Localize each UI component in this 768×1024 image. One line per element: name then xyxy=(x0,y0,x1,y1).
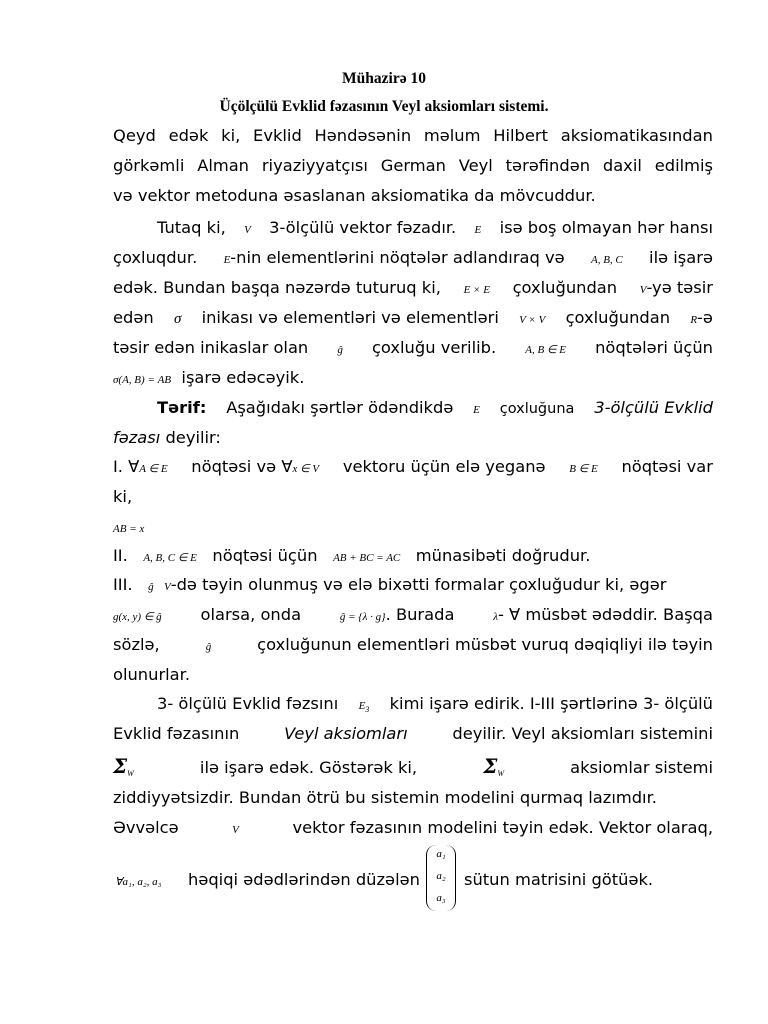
math-symbol: E xyxy=(223,254,231,266)
text: çoxluğundan xyxy=(565,308,671,327)
math-symbol: E xyxy=(473,404,480,416)
math-expression: ∀a₁, a₂, a₃ xyxy=(115,876,162,888)
math-symbol: V xyxy=(244,224,251,236)
word: Həndəsənin xyxy=(314,126,412,145)
math-subscript: W xyxy=(127,769,134,778)
paragraph-line xyxy=(113,243,713,273)
text: çoxluğundan xyxy=(512,278,618,297)
text: vektor fəzasının modelini təyin edək. Vektor olaraq, xyxy=(292,818,713,837)
paragraph-line: ki, xyxy=(113,487,133,506)
text: fəzası xyxy=(113,428,161,447)
text: II. xyxy=(113,546,128,565)
math-symbol: A, B, C ∈ E xyxy=(143,552,197,564)
text: -də təyin olunmuş və elə bixətti formalar çoxluğudur ki, əgər xyxy=(170,575,667,594)
matrix-entry: a₃ xyxy=(436,892,446,904)
text: -nin elementlərini nöqtələr adlandıraq və xyxy=(230,248,565,267)
math-symbol: x ∈ V xyxy=(292,463,320,475)
text: edən xyxy=(113,308,154,327)
text: Əvvəlcə xyxy=(113,818,179,837)
paragraph-line xyxy=(113,333,713,363)
text: Tutaq ki, xyxy=(157,218,226,237)
paragraph-line xyxy=(113,151,713,181)
paragraph-line xyxy=(113,512,713,542)
math-symbol: E xyxy=(358,700,366,712)
emphasized-term: Veyl aksiomları xyxy=(284,724,408,743)
text: inikası və elementləri və elementləri xyxy=(201,308,499,327)
math-symbol: Σ xyxy=(483,754,498,778)
text: işarə edəcəyik. xyxy=(181,368,305,387)
text: çoxluğunun elementləri müsbət vuruq dəqiqliyi ilə təyin xyxy=(257,635,713,654)
word: edək xyxy=(168,126,209,145)
matrix-entry: a₁ xyxy=(436,848,446,860)
math-symbol: σ xyxy=(173,311,182,327)
paragraph-line xyxy=(113,600,713,630)
math-symbol: V xyxy=(163,581,171,593)
text: III. xyxy=(113,575,133,594)
text: - ∀ müsbət ədəddir. Başqa xyxy=(497,605,713,624)
paragraph-line xyxy=(113,751,713,781)
paragraph-line xyxy=(113,363,713,393)
word: German xyxy=(380,156,446,175)
text: təsir edən inikaslar olan xyxy=(113,338,309,357)
paragraph-line xyxy=(113,630,713,660)
math-symbol: Σ xyxy=(113,754,128,778)
paragraph-line: həqiqi ədədlərindən düzələn xyxy=(188,870,420,889)
word: edilmiş xyxy=(654,156,713,175)
text: münasibəti doğrudur. xyxy=(415,546,591,565)
math-subscript: W xyxy=(497,769,505,778)
word: ki, xyxy=(221,126,241,145)
text: 3- ölçülü Evklid fəzsını xyxy=(157,694,339,713)
paragraph-line xyxy=(113,423,713,453)
lecture-title: Mühazirə 10 xyxy=(342,70,426,87)
text: edək. Bundan başqa nəzərdə tuturuq ki, xyxy=(113,278,441,297)
word: Hilbert xyxy=(493,126,548,145)
text: Evklid fəzasının xyxy=(113,724,240,743)
math-symbol: A ∈ E xyxy=(139,463,168,475)
paragraph-line xyxy=(113,121,713,151)
text: 3-ölçülü vektor fəzadır. xyxy=(269,218,457,237)
text: -ə xyxy=(697,308,713,327)
math-symbol: E xyxy=(474,224,482,236)
math-expression: AB = x xyxy=(113,523,145,535)
column-matrix xyxy=(426,845,456,911)
word: görkəmli xyxy=(113,156,185,175)
math-symbol: ĝ xyxy=(337,344,343,356)
word: tərəfindən xyxy=(505,156,591,175)
math-symbol: A, B, C xyxy=(590,254,623,266)
paragraph-line xyxy=(157,689,713,719)
paragraph-line xyxy=(113,303,713,333)
word: daxil xyxy=(602,156,642,175)
text: ilə işarə edək. Göstərək ki, xyxy=(199,758,418,777)
word: aksiomatikasından xyxy=(560,126,713,145)
text: Aşağıdakı şərtlər ödəndikdə xyxy=(226,398,454,417)
text: kimi işarə edirik. I-III şərtlərinə 3- ölçülü xyxy=(389,694,713,713)
text: aksiomlar sistemi xyxy=(570,758,713,777)
text: olarsa, onda xyxy=(200,605,302,624)
paragraph-line xyxy=(113,813,713,843)
text: deyilir. Veyl aksiomları sistemini xyxy=(452,724,713,743)
word: Alman xyxy=(197,156,250,175)
math-symbol: B ∈ E xyxy=(569,463,598,475)
text: 3-ölçülü Evklid xyxy=(594,398,713,417)
text: -yə təsir xyxy=(646,278,713,297)
word: Evklid xyxy=(253,126,302,145)
math-symbol: ĝ xyxy=(148,581,154,593)
math-symbol: V xyxy=(639,284,647,296)
paragraph-line xyxy=(157,213,713,243)
word: məlum xyxy=(423,126,481,145)
lecture-subtitle: Üçölçülü Evklid fəzasının Veyl aksiomları sistemi. xyxy=(219,98,549,115)
math-symbol: R xyxy=(690,314,698,326)
paragraph-line: və vektor metoduna əsaslanan aksiomatika da mövcuddur. xyxy=(113,186,596,205)
math-symbol: ĝ xyxy=(205,641,212,653)
text: nöqtəsi üçün xyxy=(212,546,318,565)
text: deyilir: xyxy=(165,428,221,447)
definition-label: Tərif: xyxy=(157,398,207,417)
paragraph-line xyxy=(113,719,713,749)
paragraph-line xyxy=(113,452,713,482)
text: çoxluğuna xyxy=(499,401,575,417)
text: nöqtələri üçün xyxy=(595,338,713,357)
math-line xyxy=(115,865,175,895)
math-symbol: V × V xyxy=(519,314,546,326)
text: ilə işarə xyxy=(649,248,713,267)
math-expression: ĝ = {λ · g} xyxy=(339,611,386,623)
text: . Burada xyxy=(385,605,455,624)
word: riyaziyyatçısı xyxy=(261,156,368,175)
text: nöqtəsi və ∀ xyxy=(191,457,293,476)
text: vektoru üçün elə yeganə xyxy=(342,457,546,476)
text: I. ∀ xyxy=(113,457,140,476)
paragraph-line xyxy=(113,273,713,303)
matrix-entry: a₂ xyxy=(436,870,446,882)
math-symbol: A, B ∈ E xyxy=(525,344,566,356)
paragraph-line: sütun matrisini götüək. xyxy=(464,870,654,889)
text: isə boş olmayan hər hansı xyxy=(499,218,713,237)
math-symbol: E × E xyxy=(463,284,490,296)
math-symbol: λ xyxy=(493,611,498,623)
math-subscript: 3 xyxy=(365,705,370,714)
paragraph-line: ziddiyyətsizdir. Bundan ötrü bu sistemin modelini qurmaq lazımdır. xyxy=(113,788,657,807)
math-expression: g(x, y) ∈ ĝ xyxy=(113,611,162,623)
text: çoxluğu verilib. xyxy=(371,338,497,357)
text: nöqtəsi var xyxy=(621,457,713,476)
text: çoxluqdur. xyxy=(113,248,198,267)
math-symbol: V xyxy=(232,824,239,836)
text: sözlə, xyxy=(113,635,160,654)
paragraph-line xyxy=(157,393,713,423)
math-expression: AB + BC = AC xyxy=(333,552,401,564)
word: Veyl xyxy=(458,156,493,175)
paragraph-line: olunurlar. xyxy=(113,665,191,684)
paragraph-line xyxy=(113,570,713,600)
paragraph-line xyxy=(113,541,713,571)
math-expression: σ(A, B) = AB xyxy=(113,374,172,386)
word: Qeyd xyxy=(113,126,156,145)
